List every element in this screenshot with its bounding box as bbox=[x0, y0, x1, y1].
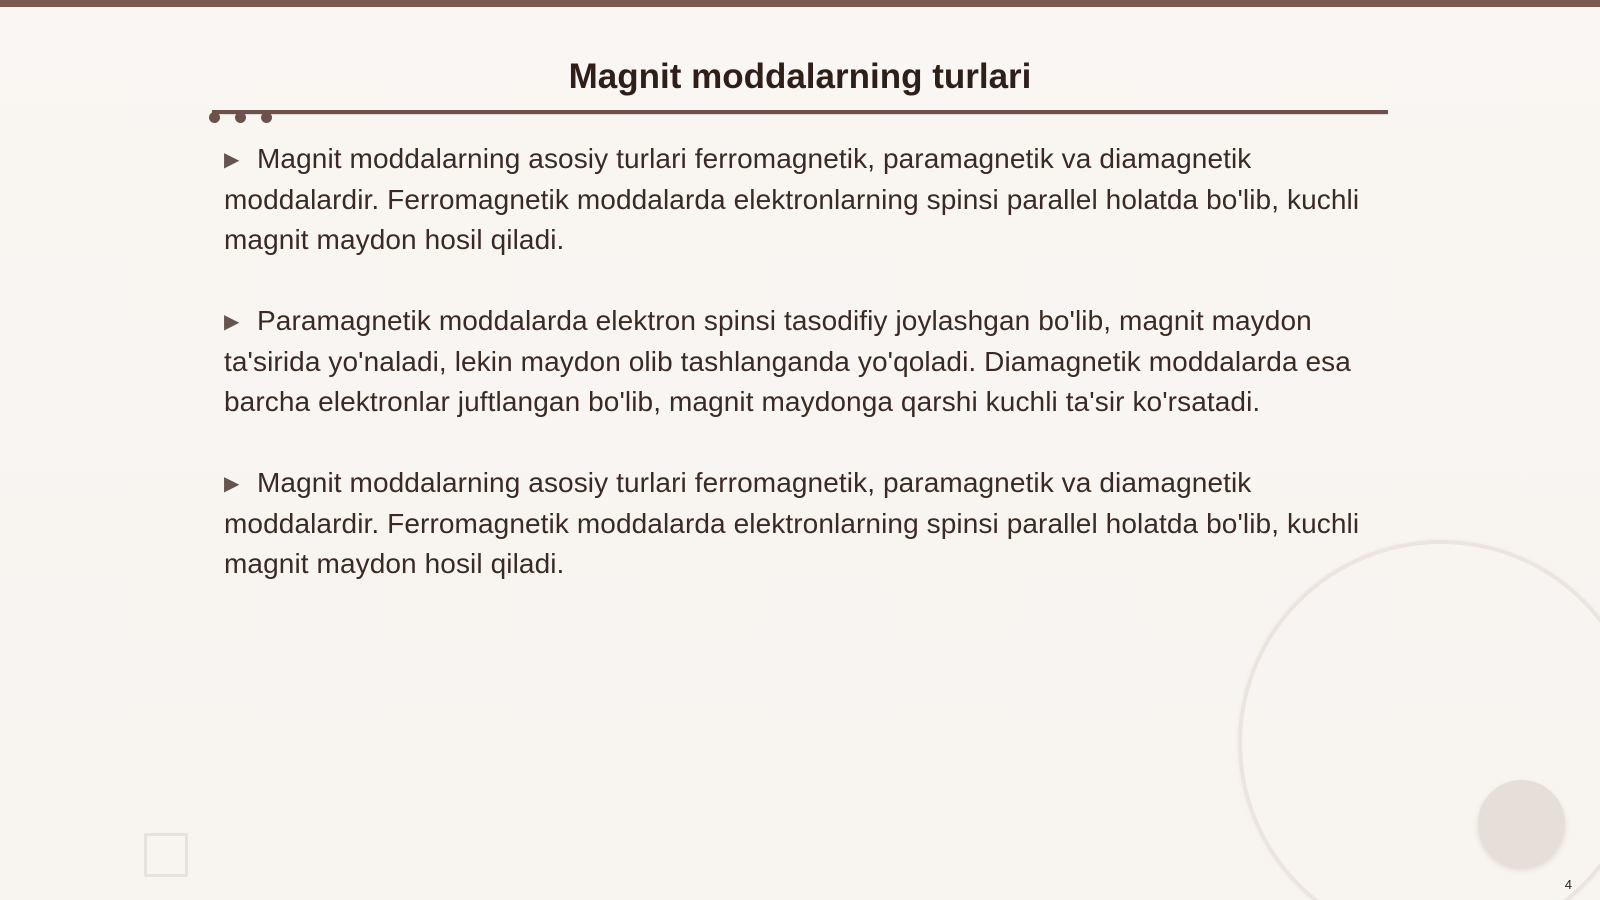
triangle-bullet-icon: ▶ bbox=[224, 149, 240, 171]
title-underline bbox=[212, 110, 1388, 114]
page-number: 4 bbox=[1564, 877, 1572, 892]
decorative-circle bbox=[1478, 780, 1565, 867]
top-accent-bar bbox=[0, 0, 1600, 7]
underline-dot bbox=[209, 112, 220, 123]
triangle-bullet-icon: ▶ bbox=[224, 473, 240, 495]
decorative-square bbox=[144, 833, 188, 877]
underline-dot bbox=[235, 112, 246, 123]
bullet-text: Magnit moddalarning asosiy turlari ferromagnetik, paramagnetik va diamagnetik moddalardir. Ferromagnetik moddalarda elektronlarning spinsi parallel holatda bo'lib, kuchli magnit maydon hosil qiladi. bbox=[224, 143, 1360, 255]
slide-title: Magnit moddalarning turlari bbox=[568, 57, 1032, 96]
underline-dot bbox=[261, 112, 272, 123]
bullet-text: Magnit moddalarning asosiy turlari ferromagnetik, paramagnetik va diamagnetik moddalardir. Ferromagnetik moddalarda elektronlarning spinsi parallel holatda bo'lib, kuchli magnit maydon hosil qiladi. bbox=[224, 467, 1360, 579]
bullet-paragraph bbox=[224, 139, 1388, 260]
bullet-text: Paramagnetik moddalarda elektron spinsi tasodifiy joylashgan bo'lib, magnit maydon ta'sirida yo'naladi, lekin maydon olib tashlanganda yo'qoladi. Diamagnetik moddalarda esa barcha elektronlar juftlangan bo'lib, magnit maydonga qarshi kuchli ta'sir ko'rsatadi. bbox=[224, 305, 1351, 417]
bullet-paragraph bbox=[224, 463, 1388, 584]
slide-content bbox=[224, 139, 1388, 625]
triangle-bullet-icon: ▶ bbox=[224, 311, 240, 333]
bullet-paragraph bbox=[224, 301, 1388, 422]
